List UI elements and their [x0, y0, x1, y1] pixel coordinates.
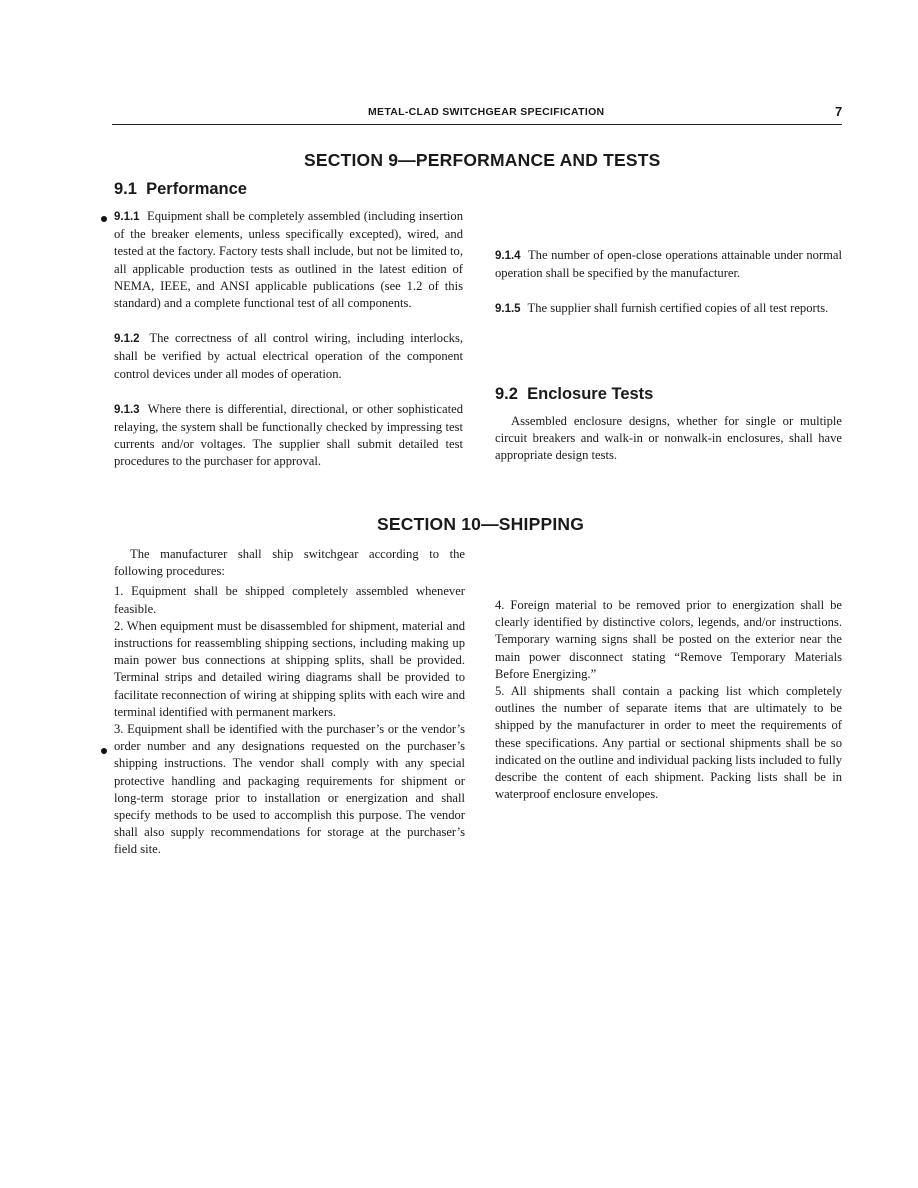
paragraph-number: 9.1.4: [495, 250, 521, 262]
section-9-left-column: [114, 208, 463, 471]
shipping-item-5: 5. All shipments shall contain a packing list which completely outlines the number of separate items that are ultimately to be shipped by the manufacturer in order to meet the requirements of these specifications. Any partial or sectional shipments shall be so indicated on the outline and individual packing lists included to fully describe the content of each shipment. Packing lists shall be in waterproof enclosure envelopes.: [495, 684, 842, 802]
subsection-9-1-heading: [114, 180, 247, 199]
shipping-item-3-text: 3. Equipment shall be identified with the purchaser’s or the vendor’s order number and any designations requested on the purchaser’s shipping instructions. The vendor shall comply with any special protective handling and packaging requirements for shipment or long-term storage prior to installation or energization and shall specify methods to be used to accomplish this purpose. The vendor shall also supply recommendations for storage at the purchaser’s field site.: [114, 722, 465, 857]
paragraph-text: The supplier shall furnish certified copies of all test reports.: [527, 301, 829, 316]
section-10-left-column: [114, 546, 465, 859]
section-10-right-column: [495, 597, 842, 803]
paragraph-9-1-1: [114, 208, 463, 312]
section-9-right-column: [495, 247, 842, 319]
shipping-item-3: [114, 721, 465, 859]
paragraph-9-1-2: [114, 330, 463, 383]
subsection-number: 9.2: [495, 385, 518, 403]
paragraph-text: Equipment shall be completely assembled (including insertion of the breaker elements, unless specifically excepted), wired, and tested at the factory. Factory tests shall include, but not be limited to, all applicable production tests as outlined in the latest edition of NEMA, IEEE, and ANSI applicable publications (see 1.2 of this standard) and a complete functional test of all components.: [114, 209, 463, 311]
shipping-intro: The manufacturer shall ship switchgear according to the following procedures:: [114, 547, 465, 579]
header-rule: [112, 124, 842, 125]
subsection-number: 9.1: [114, 180, 137, 198]
change-bullet-icon: [101, 216, 107, 222]
paragraph-text: The correctness of all control wiring, including interlocks, shall be verified by actual electrical operation of the component control devices under all modes of operation.: [114, 331, 464, 381]
running-header-title: METAL-CLAD SWITCHGEAR SPECIFICATION: [368, 106, 605, 118]
paragraph-text: Assembled enclosure designs, whether for single or multiple circuit breakers and walk-in or nonwalk-in enclosures, shall have appropriate design tests.: [495, 414, 842, 463]
section-10-title: SECTION 10—SHIPPING: [377, 514, 585, 534]
paragraph-text: Where there is differential, directional, or other sophisticated relaying, the system shall be functionally checked by impressing test currents and/or voltages. The supplier shall submit detailed test procedures to the purchaser for approval.: [114, 401, 463, 469]
subsection-title: Performance: [146, 180, 247, 198]
paragraph-number: 9.1.3: [114, 403, 140, 416]
paragraph-9-1-3: [114, 401, 463, 471]
paragraph-number: 9.1.1: [114, 211, 140, 223]
section-9-title: SECTION 9—PERFORMANCE AND TESTS: [304, 150, 661, 170]
paragraph-9-1-4: [495, 247, 842, 282]
page-number: 7: [835, 104, 843, 119]
shipping-item-1: 1. Equipment shall be shipped completely assembled whenever feasible.: [114, 584, 465, 616]
paragraph-text: The number of open-close operations attainable under normal operation shall be specified by the manufacturer.: [495, 248, 842, 281]
subsection-9-2-heading: [495, 385, 653, 404]
shipping-item-2: 2. When equipment must be disassembled for shipment, material and instructions for reassembling shipping sections, including making up main power bus connections at shipping splits, shall be provided. Terminal strips and detailed wiring diagrams shall be provided to facilitate reconnection of wiring at shipping splits with each wire and terminal identified with permanent markers.: [114, 618, 465, 719]
subsection-title: Enclosure Tests: [527, 385, 654, 403]
paragraph-number: 9.1.2: [114, 333, 140, 346]
paragraph-number: 9.1.5: [495, 303, 521, 316]
shipping-item-4: 4. Foreign material to be removed prior to energization shall be clearly identified by distinctive colors, legends, and/or instructions. Temporary warning signs shall be posted on the exterior near the main power disconnect stating “Remove Temporary Materials Before Energizing.”: [495, 598, 842, 681]
paragraph-9-1-5: [495, 300, 842, 318]
paragraph-9-2: [495, 413, 842, 465]
change-bullet-icon: [101, 748, 107, 754]
